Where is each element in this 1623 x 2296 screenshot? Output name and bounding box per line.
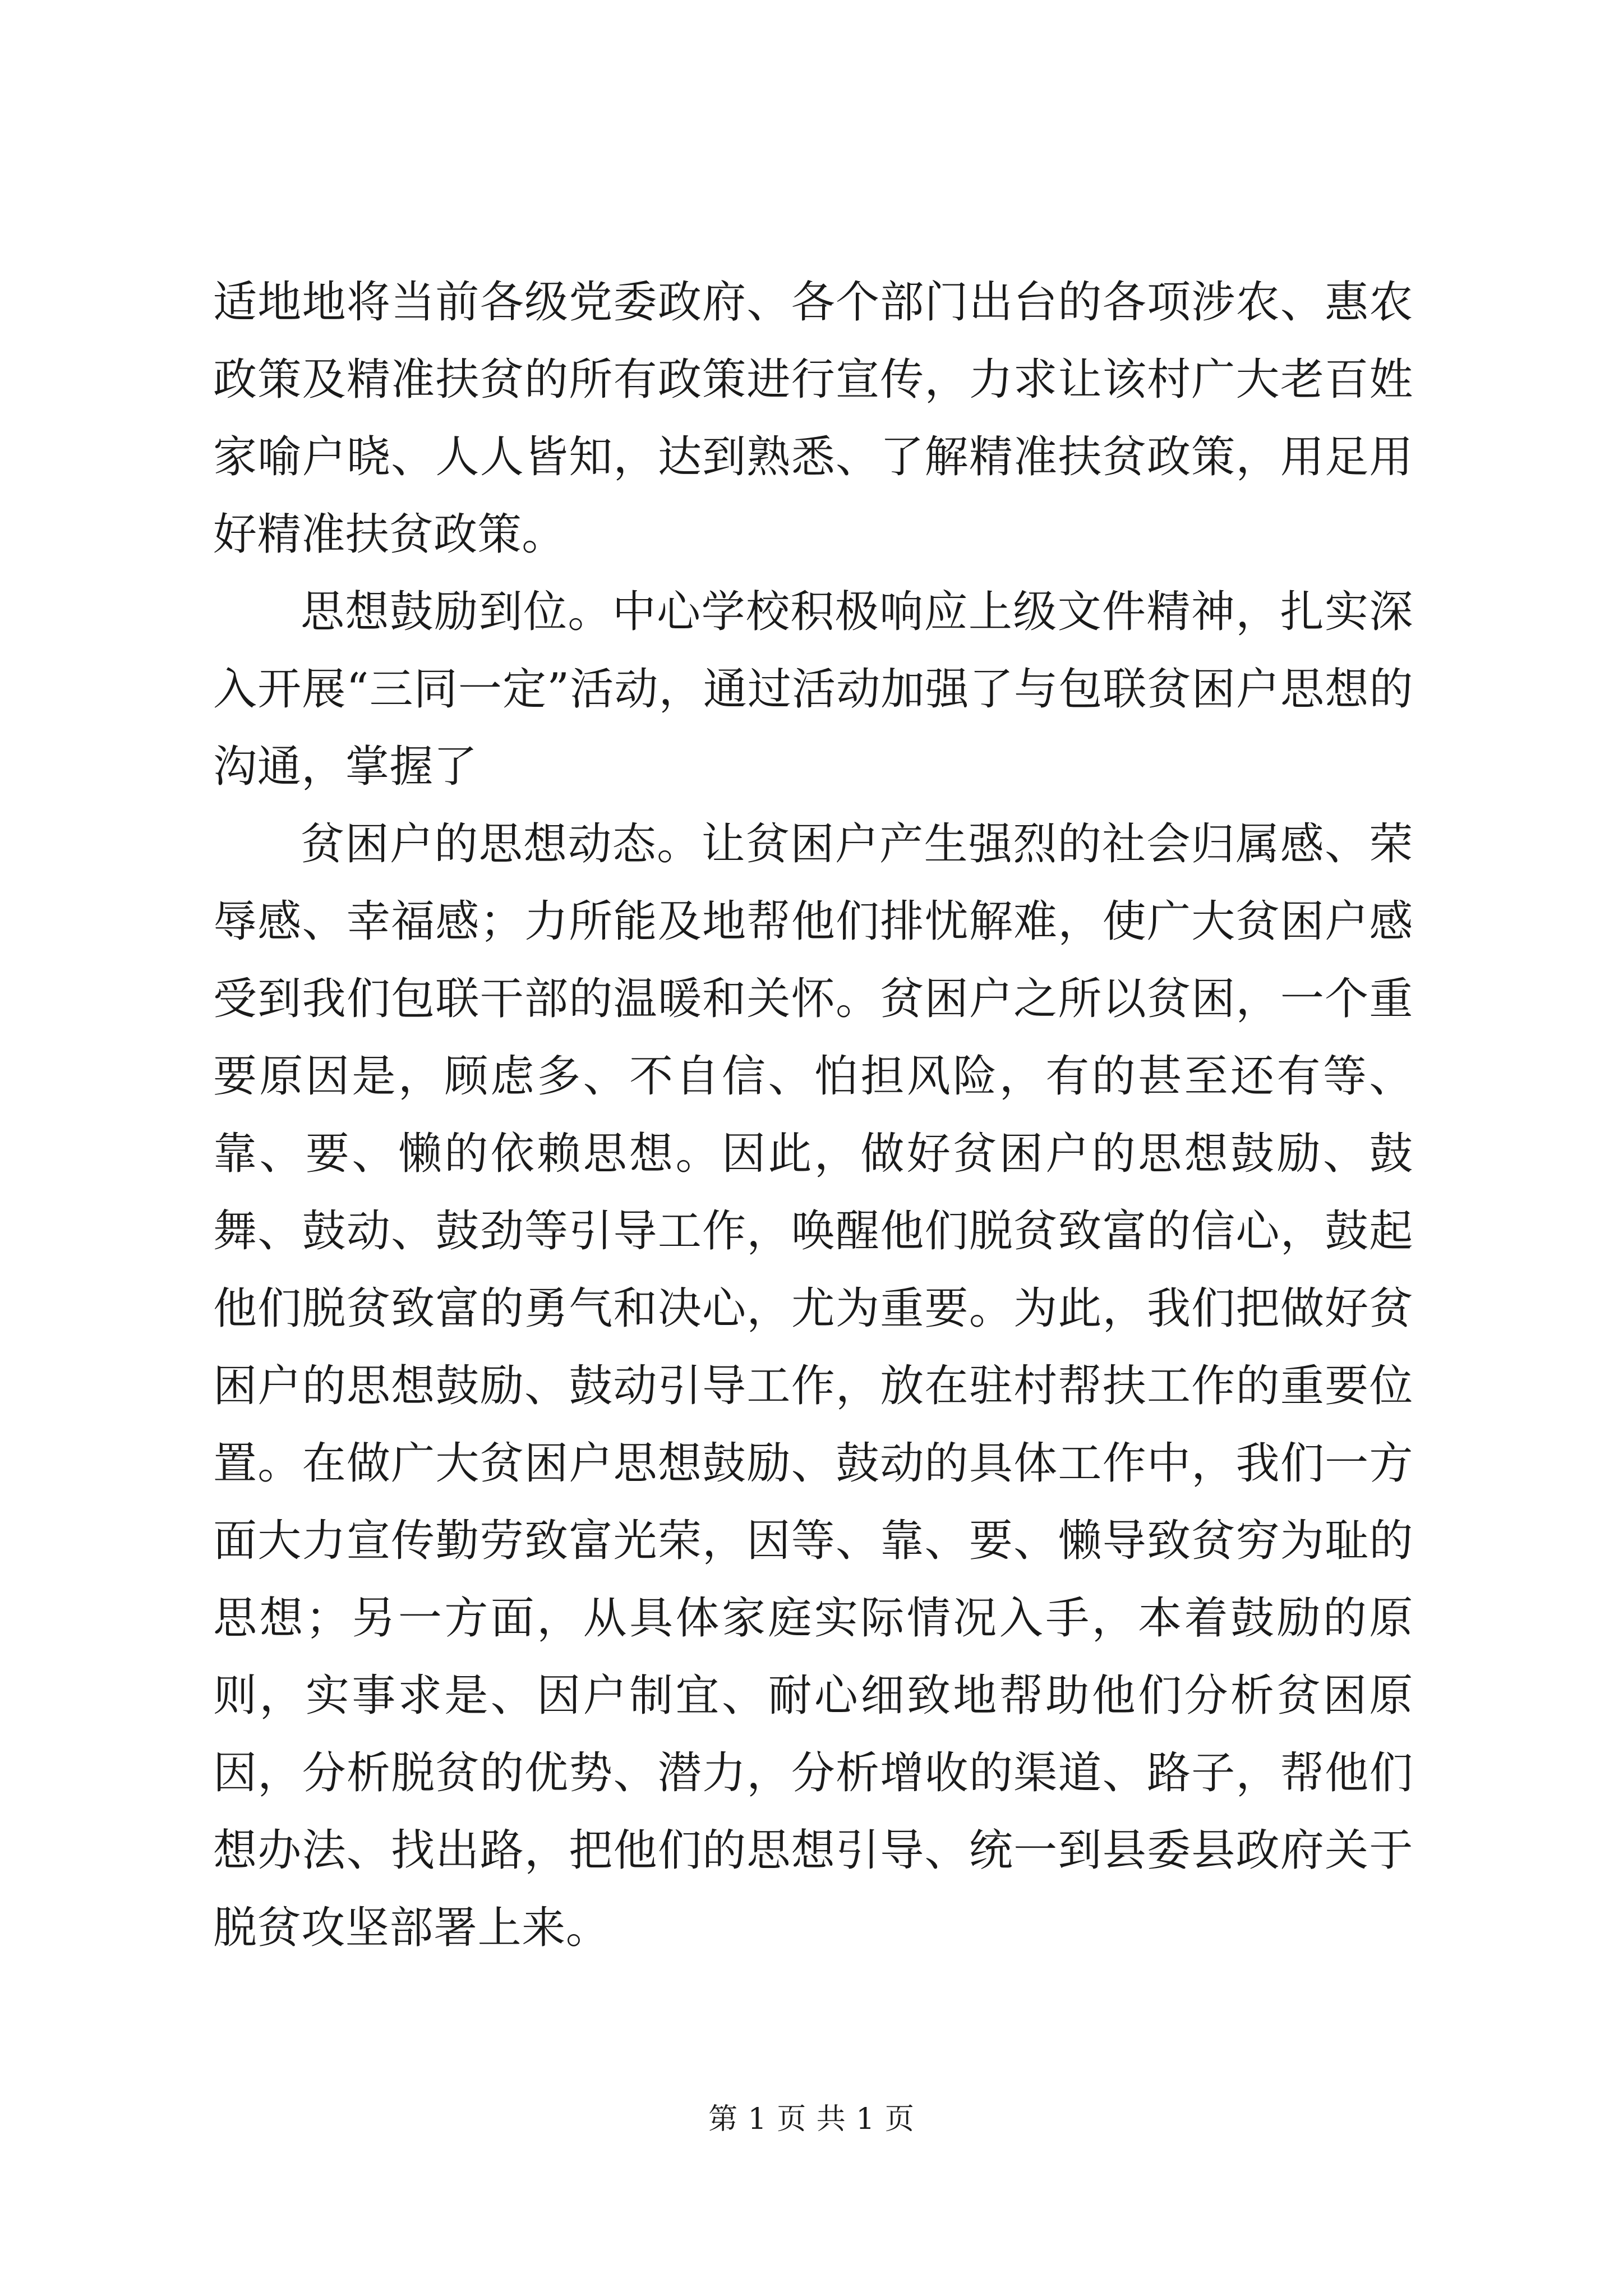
- paragraph-1: 适地地将当前各级党委政府、各个部门出台的各项涉农、惠农政策及精准扶贫的所有政策进行宣传，力求让该村广大老百姓家喻户晓、人人皆知，达到熟悉、了解精准扶贫政策，用足用好精准扶贫政策。: [213, 277, 1413, 560]
- page-footer: 第 1 页 共 1 页: [708, 2102, 915, 2136]
- document-body: [213, 264, 1413, 1967]
- paragraph-2: 思想鼓励到位。中心学校积极响应上级文件精神，扎实深入开展“三同一定”活动，通过活动加强了与包联贫困户思想的沟通，掌握了: [213, 587, 1413, 792]
- paragraph-3: 贫困户的思想动态。让贫困户产生强烈的社会归属感、荣辱感、幸福感；力所能及地帮他们排忧解难，使广大贫困户感受到我们包联干部的温暖和关怀。贫困户之所以贫困，一个重要原因是，顾虑多、不自信、怕担风险，有的甚至还有等、靠、要、懒的依赖思想。因此，做好贫困户的思想鼓励、鼓舞、鼓动、鼓劲等引导工作，唤醒他们脱贫致富的信心，鼓起他们脱贫致富的勇气和决心，尤为重要。为此，我们把做好贫困户的思想鼓励、鼓动引导工作，放在驻村帮扶工作的重要位置。在做广大贫困户思想鼓励、鼓动的具体工作中，我们一方面大力宣传勤劳致富光荣，因等、靠、要、懒导致贫穷为耻的思想；另一方面，从具体家庭实际情况入手，本着鼓励的原则，实事求是、因户制宜、耐心细致地帮助他们分析贫困原因，分析脱贫的优势、潜力，分析增收的渠道、路子，帮他们想办法、找出路，把他们的思想引导、统一到县委县政府关于脱贫攻坚部署上来。: [213, 819, 1413, 1953]
